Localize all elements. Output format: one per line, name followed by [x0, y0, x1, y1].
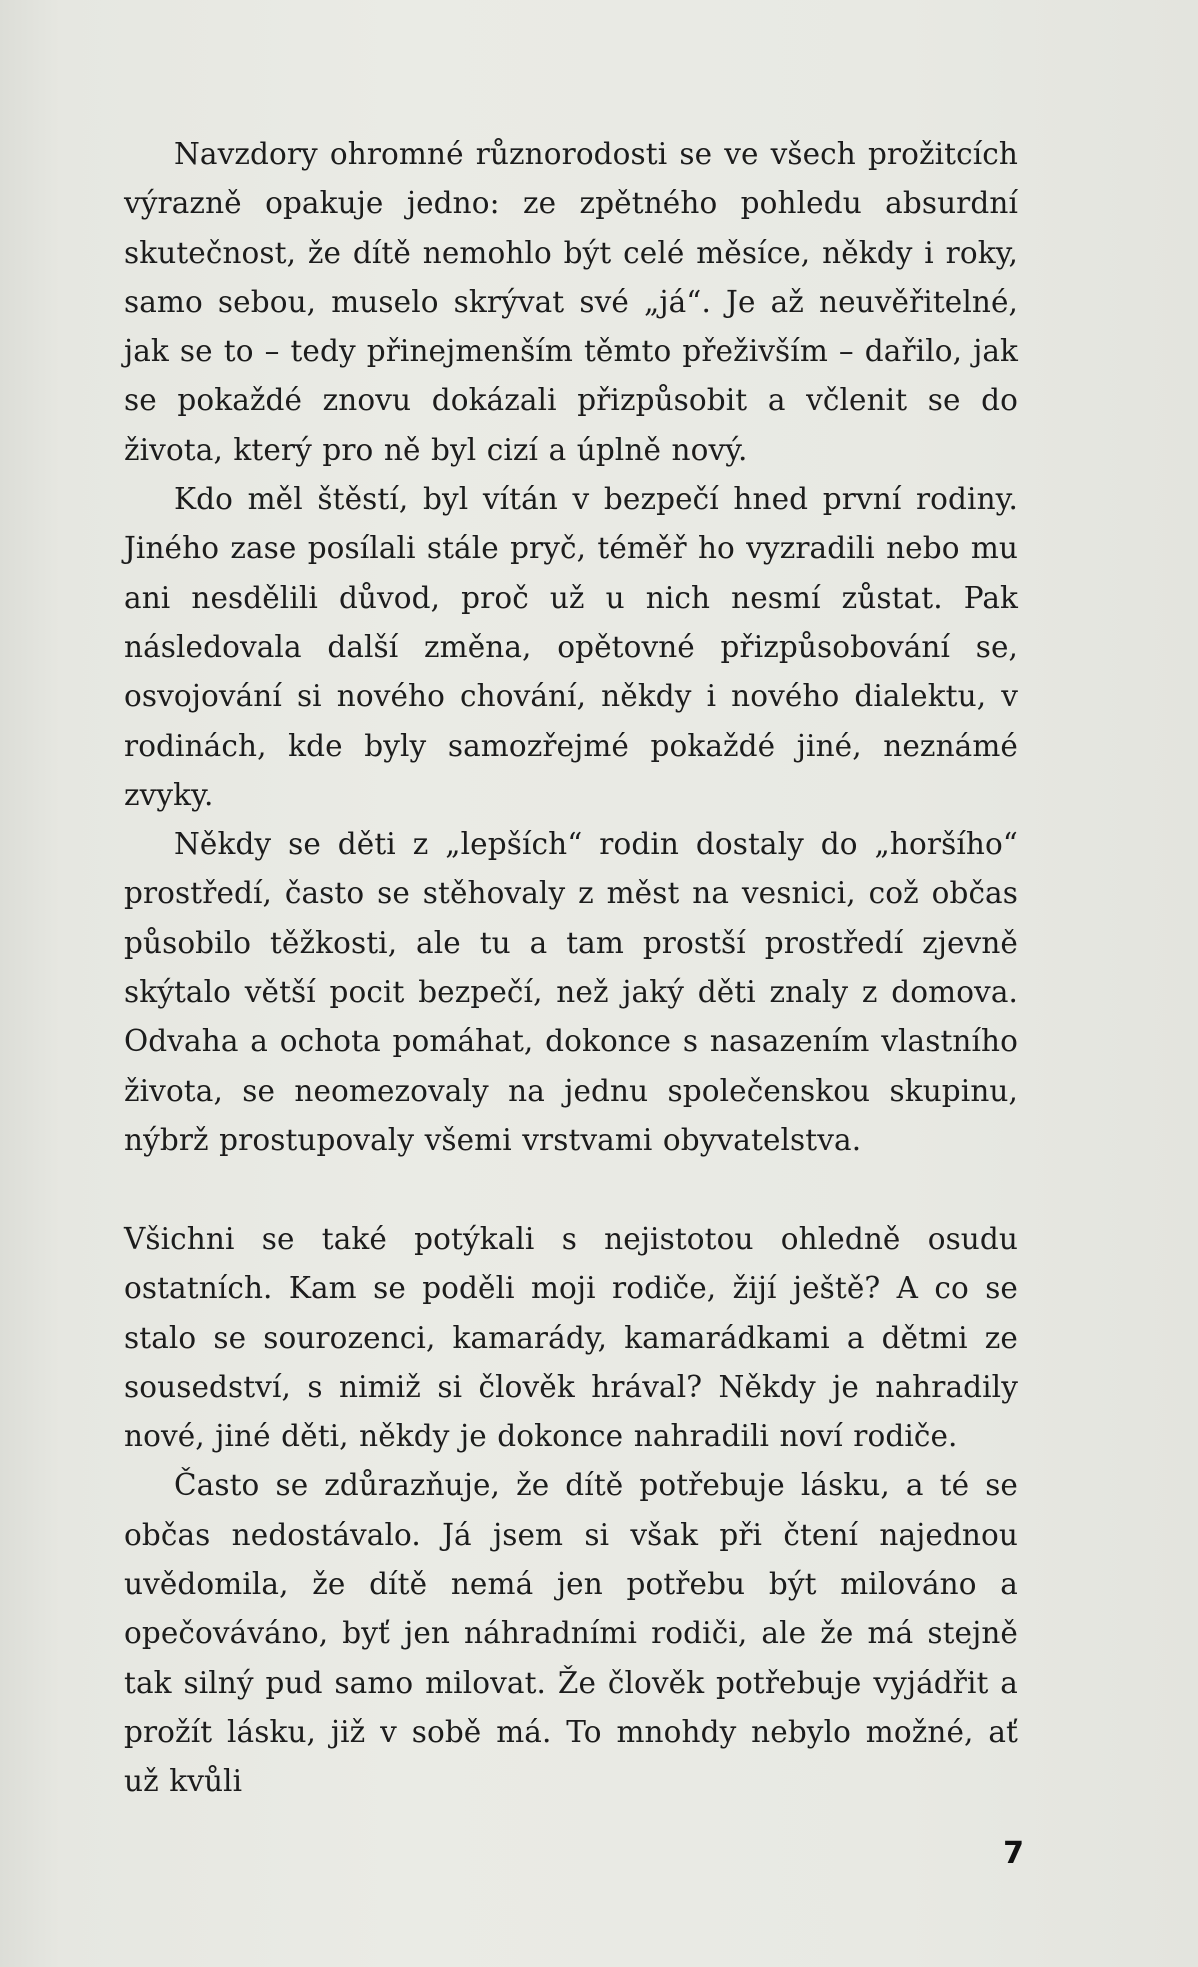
text-section-2 [124, 1215, 1018, 1807]
paragraph-4: Všichni se také potýkali s nejistotou ohledně osudu ostatních. Kam se poděli moji rodiče, žijí ještě? A co se stalo se sourozenci, kamarády, kamarádkami a dětmi ze sousedství, s nimiž si člověk hrával? Někdy je nahradily nové, jiné děti, někdy je dokonce nahradili noví rodiče. [124, 1222, 1018, 1454]
paragraph-1: Navzdory ohromné různorodosti se ve všech prožitcích výrazně opakuje jedno: ze zpětného pohledu absurdní skutečnost, že dítě nemohlo být celé měsíce, někdy i roky, samo sebou, muselo skrývat své „já“. Je až neuvěřitelné, jak se to – tedy přinejmenším těmto přeživším – dařilo, jak se pokaždé znovu dokázali přizpůsobit a včlenit se do života, který pro ně byl cizí a úplně nový. [124, 137, 1018, 467]
text-section-1 [124, 130, 1018, 1165]
paragraph-5: Často se zdůrazňuje, že dítě potřebuje lásku, a té se občas nedostávalo. Já jsem si však při čtení najednou uvědomila, že dítě nemá jen potřebu být milováno a opečováváno, byť jen náhradními rodiči, ale že má stejně tak silný pud samo milovat. Že člověk potřebuje vyjádřit a prožít lásku, již v sobě má. To mnohdy nebylo možné, ať už kvůli [124, 1468, 1018, 1799]
paragraph-3: Někdy se děti z „lepších“ rodin dostaly do „horšího“ prostředí, často se stěhovaly z měst na vesnici, což občas působilo těžkosti, ale tu a tam prostší prostředí zjevně skýtalo větší pocit bezpečí, než jaký děti znaly z domova. Odvaha a ochota pomáhat, dokonce s nasazením vlastního života, se neomezovaly na jednu společenskou skupinu, nýbrž prostupovaly všemi vrstvami obyvatelstva. [124, 827, 1018, 1157]
page-number: 7 [1003, 1836, 1024, 1871]
paragraph-2: Kdo měl štěstí, byl vítán v bezpečí hned první rodiny. Jiného zase posílali stále pryč, téměř ho vyzradili nebo mu ani nesdělili důvod, proč už u nich nesmí zůstat. Pak následovala další změna, opětovné přizpůsobování se, osvojování si nového chování, někdy i nového dialektu, v rodinách, kde byly samozřejmé pokaždé jiné, neznámé zvyky. [124, 482, 1018, 812]
